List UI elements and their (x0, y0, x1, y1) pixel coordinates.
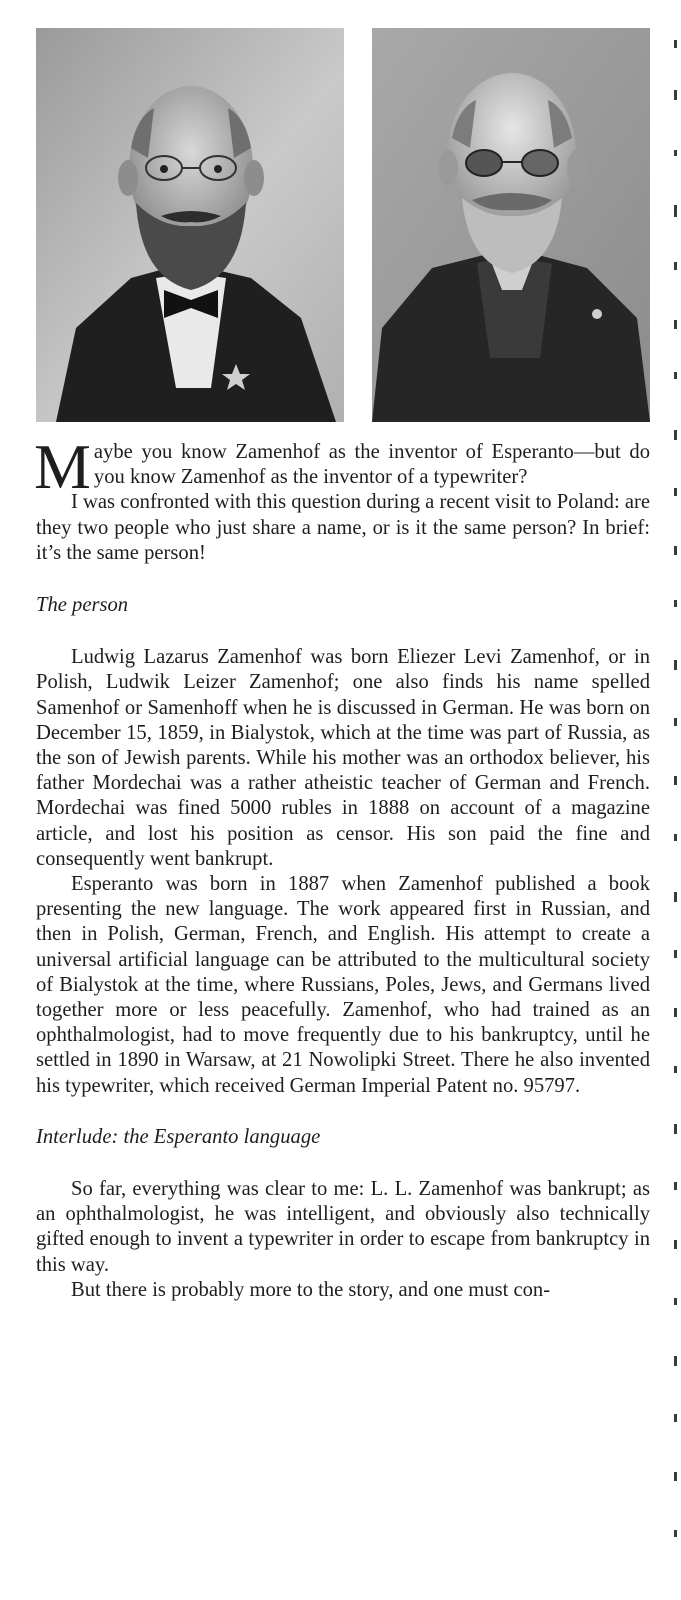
portrait-right-drawing (372, 28, 650, 422)
paragraph-continuation: But there is probably more to the story, and one must con- (71, 1278, 551, 1301)
intro-text: aybe you know Zamenhof as the inventor of Esperanto—but do you know Zamenhof as the inventor of a typewriter? (93, 441, 650, 489)
paragraph-esperanto-origin: Esperanto was born in 1887 when Zamenhof published a book presenting the new language. The work appeared first in Russian, and then in Polish, German, French, and English. His attempt to create a universal artificial language can be attributed to the multicultural society of Bialystok at the time, where Russians, Poles, Jews, and Germans lived together more or less peacefully. Zamenhof, who had trained as an ophthalmologist, had to move frequently due to his bankruptcy, until he settled in 1890 in Warsaw, at 21 Nowolipki Street. There he also invented his typewriter, which received German Imperial Patent no. 95797. (36, 873, 650, 1097)
zamenhof-portrait-left (36, 28, 344, 422)
paragraph-bankruptcy: So far, everything was clear to me: L. L. Zamenhof was bankrupt; as an ophthalmologist, he was intelligent, and obviously also technically gifted enough to invent a typewriter in order to escape from bankruptcy in this way. (36, 1178, 650, 1276)
section-heading-interlude: Interlude: the Esperanto language (36, 1125, 321, 1148)
article-body (34, 431, 650, 1303)
zamenhof-portrait-right (372, 28, 650, 422)
paragraph-biography: Ludwig Lazarus Zamenhof was born Eliezer Levi Zamenhof, or in Polish, Ludwik Leizer Zamenhof; one also finds his name spelled Samenhof or Samenhoff when he is discussed in German. He was born on December 15, 1859, in Bialystok, which at the time was part of Russia, as the son of Jewish parents. While his mother was an orthodox believer, his father Mordechai was a rather atheistic teacher of German and French. Mordechai was fined 5000 rubles in 1888 on account of a magazine article, and lost his position as censor. His son paid the fine and consequently went bankrupt. (36, 646, 650, 870)
section-heading-person: The person (36, 594, 129, 617)
paragraph-question: I was confronted with this question during a recent visit to Poland: are they two people who just share a name, or is it the same person? In brief: it’s the same person! (36, 491, 650, 564)
intro-paragraph (34, 431, 650, 502)
facing-page-edge (672, 0, 681, 1600)
portrait-left-drawing (36, 28, 344, 422)
drop-cap: M (34, 431, 91, 502)
